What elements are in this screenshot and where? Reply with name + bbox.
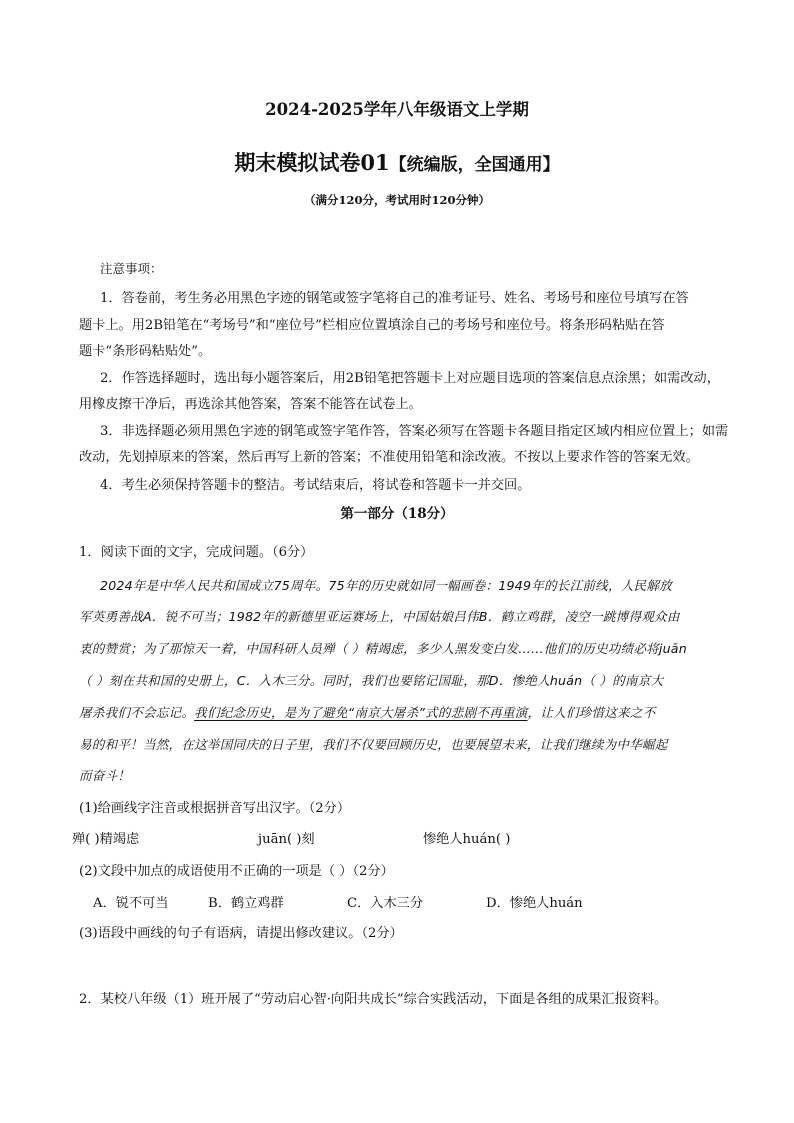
option-d[interactable]: D．惨绝人huán (486, 896, 583, 911)
notice-title: 注意事项： (100, 261, 163, 276)
passage-line: 而奋斗！ (79, 768, 131, 783)
notice-line: 改动，先划掉原来的答案，然后再写上新的答案；不准使用铅笔和涂改液。不按以上要求作答的答案无效。 (79, 450, 699, 465)
passage-line: 军英勇善战A．锐不可当；1982年的新德里亚运赛场上，中国姑娘吕伟B．鹤立鸡群，凌空一跳博得观众由 (79, 609, 680, 624)
sub-question-2: (2)文段中加点的成语使用不正确的一项是（ ）（2分） (79, 864, 394, 879)
exam-title-edition: 【统编版，全国通用】 (389, 155, 560, 175)
notice-line: 2．作答选择题时，选出每小题答案后，用2B铅笔把答题卡上对应题目选项的答案信息点涂黑；如需改动， (100, 371, 720, 386)
sub-question-1: (1)给画线字注音或根据拼音写出汉字。（2分） (79, 801, 351, 816)
passage-line: 衷的赞赏；为了那惊天一着，中国科研人员殚（ ）精竭虑，多少人黑发变白发……他们的历史功绩必将juān (79, 641, 687, 656)
notice-line: 1．答卷前，考生务必用黑色字迹的钢笔或签字笔将自己的准考证号、姓名、考场号和座位号填写在答 (100, 291, 689, 306)
exam-title (0, 147, 794, 177)
blank-dan[interactable]: 殚( )精竭虑 (72, 832, 140, 847)
passage-line-with-underline (79, 702, 719, 721)
section-title: 第一部分（18分） (340, 506, 454, 522)
exam-year-title: 2024-2025学年八年级语文上学期 (265, 100, 529, 119)
notice-line: 题卡上。用2B铅笔在“考场号”和“座位号”栏相应位置填涂自己的考场号和座位号。将条形码粘贴在答 (79, 318, 665, 333)
question-1-stem: 1．阅读下面的文字，完成问题。（6分） (79, 545, 314, 560)
blank-huan[interactable]: 惨绝人huán( ) (423, 832, 511, 847)
sub-question-3: (3)语段中画线的句子有语病，请提出修改建议。（2分） (79, 926, 403, 941)
notice-line: 4．考生必须保持答题卡的整洁。考试结束后，将试卷和答题卡一并交回。 (100, 478, 531, 493)
blank-juan[interactable]: juān( )刻 (258, 832, 315, 847)
passage-text: ，让人们珍惜这来之不 (527, 705, 656, 720)
option-c[interactable]: C．入木三分 (347, 896, 424, 911)
notice-line: 3．非选择题必须用黑色字迹的钢笔或签字笔作答，答案必须写在答题卡各题目指定区域内相应位置上；如需 (100, 424, 729, 439)
option-a[interactable]: A．锐不可当 (93, 896, 169, 911)
passage-text: 屠杀我们不会忘记。 (79, 705, 195, 720)
passage-line: （ ）刻在共和国的史册上，C．入木三分。同时，我们也要铭记国耻，那D．惨绝人huán（ ）的南京大 (79, 673, 664, 688)
exam-score-time: （满分120分，考试用时120分钟） (303, 193, 490, 207)
underlined-sentence: 我们纪念历史，是为了避免“南京大屠杀”式的悲剧不再重演 (194, 705, 528, 720)
notice-line: 用橡皮擦干净后，再选涂其他答案，答案不能答在试卷上。 (79, 397, 422, 412)
exam-title-main: 期末模拟试卷01 (234, 150, 390, 175)
passage-line: 2024年是中华人民共和国成立75周年。75年的历史就如同一幅画卷：1949年的长江前线，人民解放 (100, 578, 672, 593)
passage-line: 易的和平！当然，在这举国同庆的日子里，我们不仅要回顾历史，也要展望未来，让我们继续为中华崛起 (79, 737, 668, 752)
notice-line: 题卡“条形码粘贴处”。 (79, 344, 212, 359)
option-b[interactable]: B．鹤立鸡群 (208, 896, 284, 911)
question-2-stem: 2．某校八年级（1）班开展了“劳动启心智·向阳共成长”综合实践活动，下面是各组的成果汇报资料。 (79, 992, 668, 1007)
